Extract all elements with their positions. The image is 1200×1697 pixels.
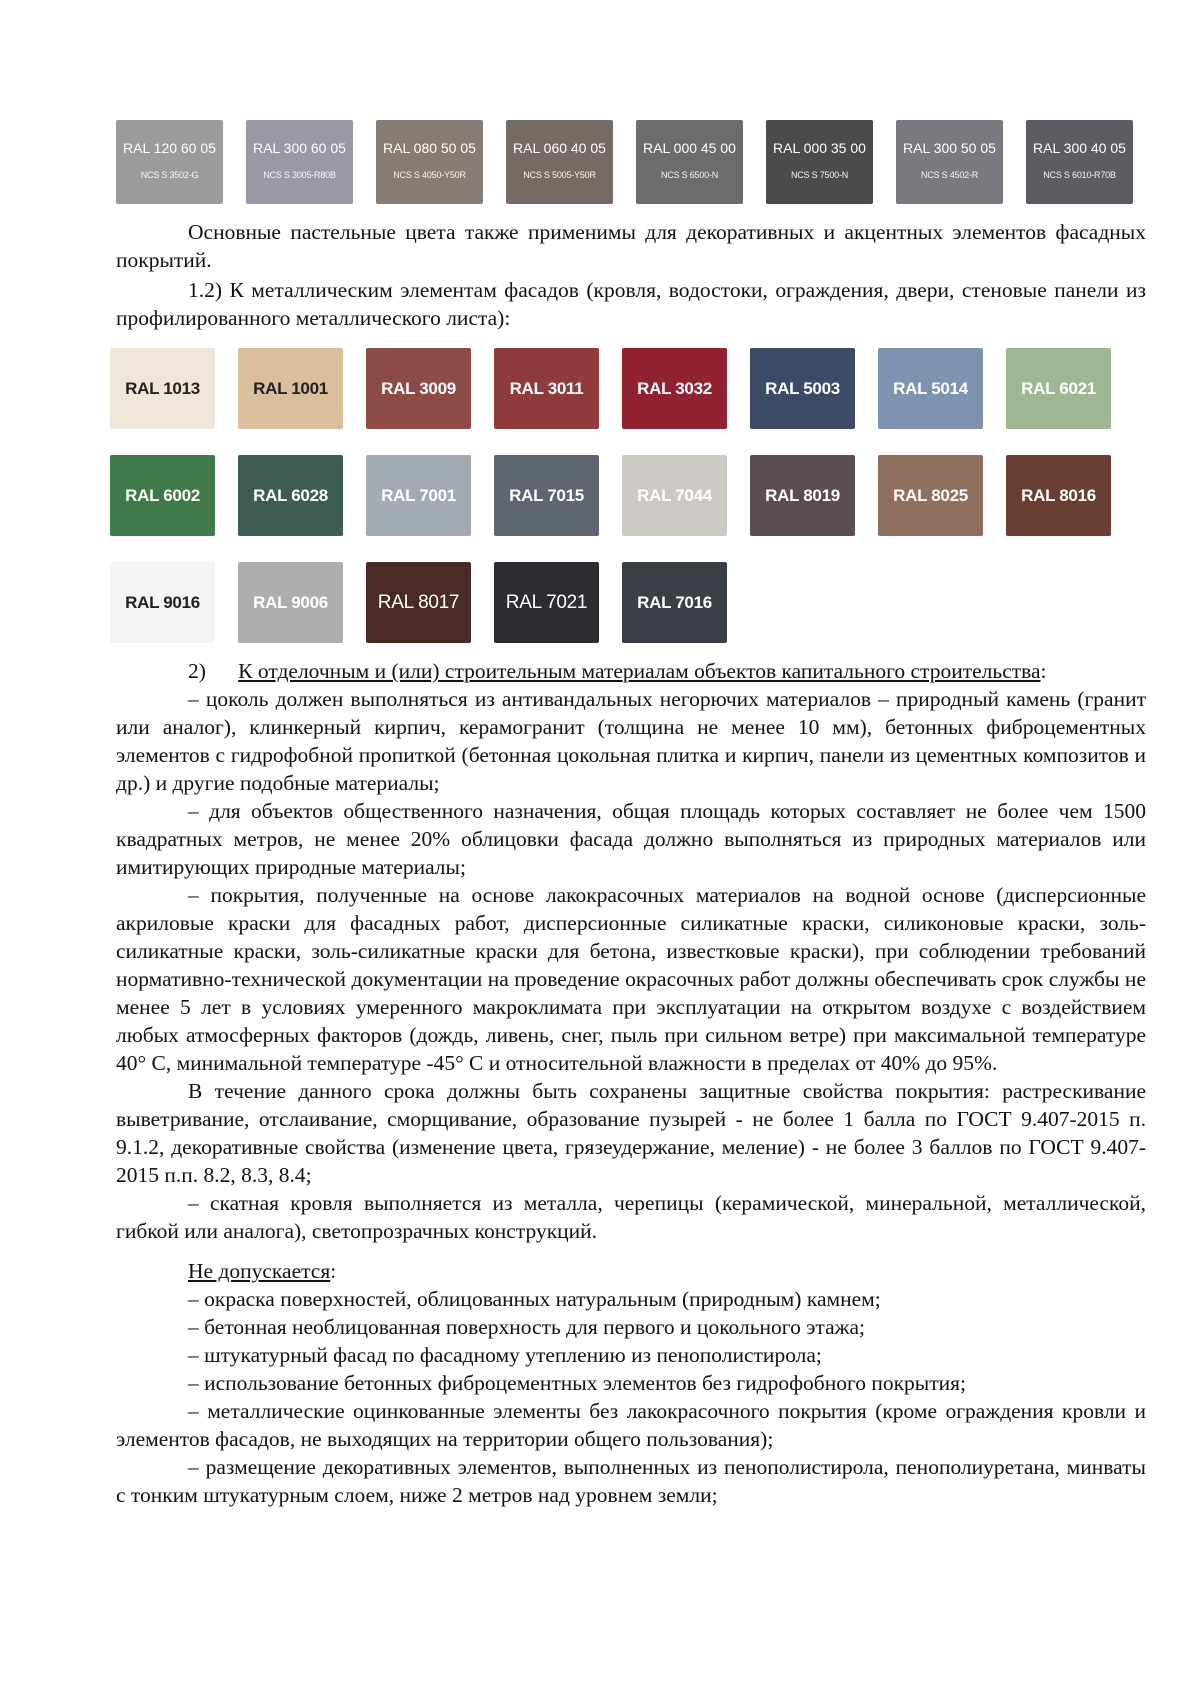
swatch-ncs-label: NCS S 6010-R70B [1043, 170, 1116, 180]
metal-swatch-label: RAL 3009 [381, 378, 456, 398]
metal-swatch-label: RAL 7016 [637, 592, 712, 612]
swatch-ral-label: RAL 300 50 05 [903, 140, 996, 156]
metal-swatch-label: RAL 9016 [125, 592, 200, 612]
list-item: – размещение декоративных элементов, выполненных из пенополистирола, пенополиуретана, минваты с тонким штукатурным слоем, ниже 2 метров над уровнем земли; [116, 1455, 1146, 1507]
list-item-text: покрытия, полученные на основе лакокрасочных материалов на водной основе (дисперсионные акриловые краски для фасадных работ, дисперсионные силикатные краски, силиконовые краски, золь-силикатные краски, золь-силикатные краски для бетона, известковые краски), при соблюдении требований нормативно-технической документации на проведение окрасочных работ должны обеспечивать срок службы не менее 5 лет в условиях умеренного макроклимата при эксплуатации на открытом воздухе с воздействием любых атмосферных факторов (дождь, ливень, снег, пыль при сильном ветре) при максимальной температуре 40° С, минимальной температуре -45° С и относительной влажности в пределах от 40% до 95%. [116, 883, 1146, 1075]
swatch-ncs-label: NCS S 4502-R [920, 170, 979, 180]
paragraph-service-term: В течение данного срока должны быть сохранены защитные свойства покрытия: растрескивание выветривание, отслаивание, сморщивание, образование пузырей - не более 1 балла по ГОСТ 9.407-2015 п. 9.1.2, декоративные свойства (изменение цвета, грязеудержание, меление) - не более 3 баллов по ГОСТ 9.407-2015 п.п. 8.2, 8.3, 8.4; [116, 1079, 1146, 1187]
metal-swatch [750, 455, 855, 536]
swatch-ral-label: RAL 300 40 05 [1033, 140, 1126, 156]
metal-swatch [878, 348, 983, 429]
pastel-swatch [766, 120, 873, 204]
list-item-text: цоколь должен выполняться из антивандальных негорючих материалов – природный камень (гранит или аналог), клинкерный кирпич, керамогранит (толщина не менее 10 мм), бетонных фиброцементных элементов с гидрофобной пропиткой (бетонная цокольная плитка и кирпич, панели из цементных композитов и др.) и другие подобные материалы; [116, 687, 1147, 795]
swatch-ral-label: RAL 080 50 05 [383, 140, 476, 156]
metal-swatch [366, 562, 471, 643]
swatch-ncs-label: NCS S 3502-G [140, 170, 199, 180]
pastel-swatch [636, 120, 743, 204]
list-item: – покрытия, полученные на основе лакокрасочных материалов на водной основе (дисперсионные акриловые краски для фасадных работ, дисперсионные силикатные краски, силиконовые краски, золь-силикатные краски, золь-силикатные краски для бетона, известковые краски), при соблюдении требований нормативно-технической документации на проведение окрасочных работ должны обеспечивать срок службы не менее 5 лет в условиях умеренного макроклимата при эксплуатации на открытом воздухе с воздействием любых атмосферных факторов (дождь, ливень, снег, пыль при сильном ветре) при максимальной температуре 40° С, минимальной температуре -45° С и относительной влажности в пределах от 40% до 95%. [116, 883, 1146, 1075]
metal-swatch-label: RAL 5014 [893, 378, 968, 398]
list-item: – окраска поверхностей, облицованных натуральным (природным) камнем; [188, 1287, 881, 1311]
pastel-swatch-row [116, 120, 1146, 204]
metal-swatch [110, 348, 215, 429]
metal-swatch-label: RAL 8016 [1021, 485, 1096, 505]
swatch-ral-label: RAL 000 35 00 [773, 140, 866, 156]
swatch-ncs-label: NCS S 4050-Y50R [393, 170, 466, 180]
metal-swatch-label: RAL 1001 [253, 378, 328, 398]
metal-swatch-label: RAL 7015 [509, 485, 584, 505]
metal-swatch [1006, 348, 1111, 429]
list-item-text: окраска поверхностей, облицованных натуральным (природным) камнем; [204, 1287, 881, 1311]
metal-swatch [366, 348, 471, 429]
metal-swatch [750, 348, 855, 429]
metal-swatch [366, 455, 471, 536]
pastel-swatch [896, 120, 1003, 204]
document-page [116, 120, 1146, 1509]
metal-swatch-grid [110, 348, 1146, 643]
metal-swatch-label: RAL 6002 [125, 485, 200, 505]
metal-swatch-label: RAL 1013 [125, 378, 200, 398]
section-number: 2) [188, 659, 206, 683]
list-item: – металлические оцинкованные элементы без лакокрасочного покрытия (кроме ограждения кровли и элементов фасадов, не выходящих на территории общего пользования); [116, 1399, 1146, 1451]
metal-swatch-label: RAL 5003 [765, 378, 840, 398]
metal-swatch-label: RAL 6021 [1021, 378, 1096, 398]
pastel-swatch [116, 120, 223, 204]
metal-swatch [238, 562, 343, 643]
metal-swatch [494, 348, 599, 429]
metal-swatch [494, 455, 599, 536]
pastel-swatch [506, 120, 613, 204]
list-item: – скатная кровля выполняется из металла, черепицы (керамической, минеральной, металлической, гибкой или аналога), светопрозрачных конструкций. [116, 1191, 1147, 1243]
list-item-text: размещение декоративных элементов, выполненных из пенополистирола, пенополиуретана, минваты с тонким штукатурным слоем, ниже 2 метров над уровнем земли; [116, 1455, 1146, 1507]
paragraph-metal-elements: 1.2) К металлическим элементам фасадов (кровля, водостоки, ограждения, двери, стеновые панели из профилированного металлического листа): [116, 278, 1146, 330]
swatch-ncs-label: NCS S 6500-N [660, 170, 719, 180]
pastel-swatch [376, 120, 483, 204]
metal-swatch-label: RAL 9006 [253, 592, 328, 612]
metal-swatch [238, 348, 343, 429]
swatch-ral-label: RAL 000 45 00 [643, 140, 736, 156]
swatch-ncs-label: NCS S 5005-Y50R [523, 170, 596, 180]
list-item: – бетонная необлицованная поверхность для первого и цокольного этажа; [188, 1315, 866, 1339]
section-2-heading-paragraph: 2) К отделочным и (или) строительным материалам объектов капитального строительства: [188, 659, 1047, 683]
pastel-swatch [246, 120, 353, 204]
swatch-ral-label: RAL 120 60 05 [123, 140, 216, 156]
swatch-ncs-label: NCS S 3005-R80B [263, 170, 336, 180]
metal-swatch-label: RAL 7021 [505, 591, 588, 613]
metal-swatch [622, 455, 727, 536]
list-item-text: использование бетонных фиброцементных элементов без гидрофобного покрытия; [204, 1371, 967, 1395]
metal-swatch-label: RAL 8025 [893, 485, 968, 505]
not-allowed-heading: Не допускается [188, 1259, 331, 1283]
swatch-ral-label: RAL 300 60 05 [253, 140, 346, 156]
list-item-text: металлические оцинкованные элементы без лакокрасочного покрытия (кроме ограждения кровли и элементов фасадов, не выходящих на территории общего пользования); [116, 1399, 1146, 1451]
metal-swatch-label: RAL 3011 [509, 378, 584, 398]
list-item: – цоколь должен выполняться из антивандальных негорючих материалов – природный камень (гранит или аналог), клинкерный кирпич, керамогранит (толщина не менее 10 мм), бетонных фиброцементных элементов с гидрофобной пропиткой (бетонная цокольная плитка и кирпич, панели из цементных композитов и др.) и другие подобные материалы; [116, 687, 1147, 795]
list-item-text: бетонная необлицованная поверхность для первого и цокольного этажа; [204, 1315, 866, 1339]
list-item-text: штукатурный фасад по фасадному утеплению из пенополистирола; [204, 1343, 822, 1367]
list-item: – использование бетонных фиброцементных элементов без гидрофобного покрытия; [188, 1371, 967, 1395]
swatch-ncs-label: NCS S 7500-N [790, 170, 849, 180]
metal-swatch-label: RAL 7001 [381, 485, 456, 505]
metal-swatch-label: RAL 6028 [253, 485, 328, 505]
metal-swatch-label: RAL 3032 [637, 378, 712, 398]
list-item: – штукатурный фасад по фасадному утеплению из пенополистирола; [188, 1343, 822, 1367]
metal-swatch-label: RAL 7044 [637, 485, 712, 505]
section-heading: К отделочным и (или) строительным материалам объектов капитального строительства [238, 659, 1041, 683]
paragraph-pastel-note: Основные пастельные цвета также применимы для декоративных и акцентных элементов фасадных покрытий. [116, 220, 1146, 272]
pastel-swatch [1026, 120, 1133, 204]
metal-swatch [878, 455, 983, 536]
metal-swatch [110, 562, 215, 643]
not-allowed-heading-paragraph: Не допускается: [188, 1259, 337, 1283]
metal-swatch [622, 562, 727, 643]
metal-swatch [622, 348, 727, 429]
list-item-text: скатная кровля выполняется из металла, черепицы (керамической, минеральной, металлической, гибкой или аналога), светопрозрачных конструкций. [116, 1191, 1147, 1243]
metal-swatch [110, 455, 215, 536]
metal-swatch [494, 562, 599, 643]
swatch-ral-label: RAL 060 40 05 [513, 140, 606, 156]
metal-swatch [1006, 455, 1111, 536]
metal-swatch [238, 455, 343, 536]
metal-swatch-label: RAL 8019 [765, 485, 840, 505]
metal-swatch-label: RAL 8017 [377, 591, 460, 613]
list-item-text: для объектов общественного назначения, общая площадь которых составляет не более чем 1500 квадратных метров, не менее 20% облицовки фасада должно выполняться из природных материалов или имитирующих природные материалы; [116, 799, 1147, 879]
list-item: – для объектов общественного назначения, общая площадь которых составляет не более чем 1500 квадратных метров, не менее 20% облицовки фасада должно выполняться из природных материалов или имитирующих природные материалы; [116, 799, 1147, 879]
